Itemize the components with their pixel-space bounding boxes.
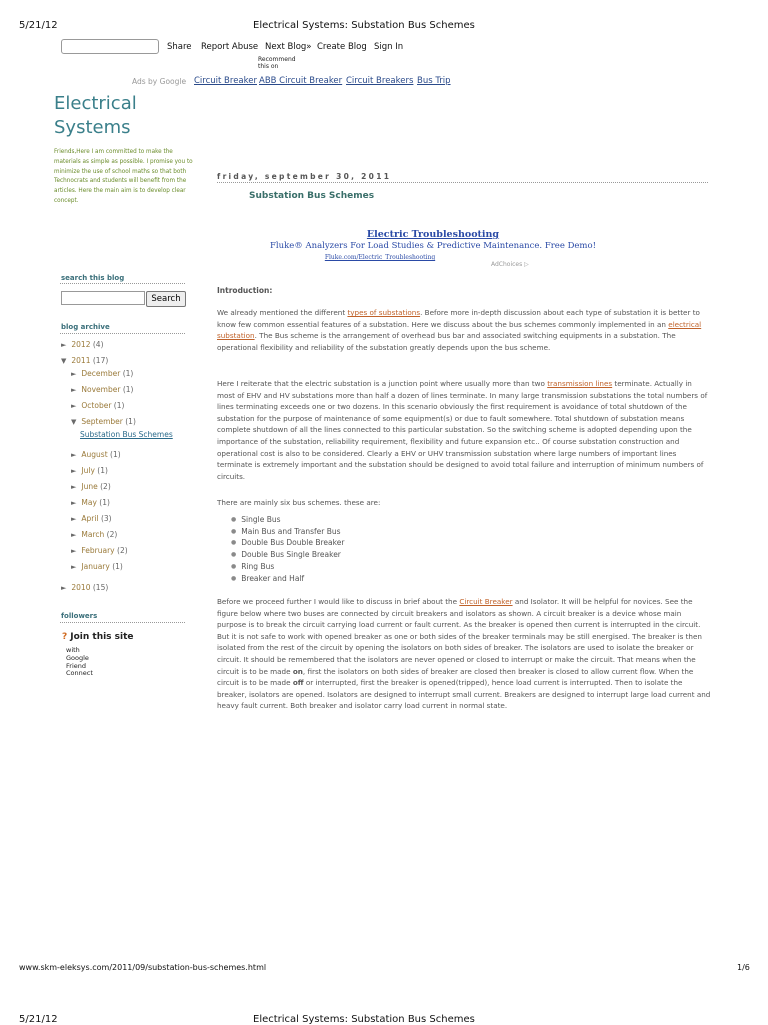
next-blog-link[interactable]: Next Blog» — [265, 42, 312, 52]
report-abuse-link[interactable]: Report Abuse — [201, 42, 259, 52]
recommend-label-2: this on — [258, 62, 279, 70]
archive-heading: blog archive — [61, 323, 110, 331]
recommend-label: Recommend — [258, 56, 296, 63]
electrical-substation-link[interactable]: electrical substation — [217, 319, 702, 341]
paragraph-1: We already mentioned the different types of substations. Before more in-depth discussion about each type of substation it is better to know few common essential features of a substation. Here we discuss about the bus schemes commonly implemented in an electrical substation. The Bus scheme is the arrangement of overhead bus bar and associated switching equipments in a substation. The operational flexibility and reliability of the substation greatly depends upon the bus scheme. — [217, 308, 702, 352]
join-this-site-button[interactable]: ? Join this site — [62, 632, 134, 642]
ad-link-circuit-breaker[interactable]: Circuit Breaker — [194, 76, 257, 86]
ads-by-google-label: Ads by Google — [132, 77, 187, 86]
post-date: friday, september 30, 2011 — [217, 172, 392, 181]
archive-item-august[interactable]: ► August (1) — [71, 450, 121, 459]
paragraph-4: Before we proceed further I would like to discuss in brief about the Circuit Breaker and Isolator. It will be helpful for novices. See the figure below where two buses are connected by circuit breakers and isolators as shown. A circuit breaker is a device whose main purpose is to break the circuit carrying load current or fault current. As the breaker is opened then current is interrupted in the circuit. But it is not safe to work with opened breaker as one or both sides of the breaker terminals may be still energised. The breaker is then isolated from the rest of the circuit by opening the isolators on both sides of breaker. The isolators are used to isolate the breaker or circuit. It should be remembered that the isolators are never opened or closed to interrupt or make the circuit. That means when the circuit is to be made on, first the isolators on both sides of breaker are closed then breaker is closed to allow current flow. When the circuit is to be made off or interrupted, first the breaker is opened(tripped), hence load current is interrupted. Then to isolate the breaker, isolators are opened. Isolators are designed to interrupt small current. Breakers are designed to interrupt large load current and heavy fault current. Both breaker and isolator carry load current in normal state. — [217, 597, 711, 711]
archive-item-december[interactable]: ► December (1) — [71, 369, 134, 378]
paragraph-2: Here I reiterate that the electric substation is a junction point where usually more than two transmission lines terminate. Actually in most of EHV and HV substations more than half a dozen of lines terminate. In many large transmission substations the total numbers of lines terminating exceeds one or two dozens. In this scenario obviously the first requirement is avoidance of total shutdown of the substation for the purpose of maintenance of some equipment(s) or due to fault somewhere. Total shutdown of substation means complete shutdown of all the lines connected to this particular substation. So the switching scheme is adopted depending upon the importance of the substation, reliability requirement, flexibility and future expansion etc.. Of course substation construction and operational cost is also to be considered. Clearly a EHV or UHV transmission substation where large numbers of important lines terminate is extremely important and the substation should be designed to avoid total failure and interruption of minimum numbers of circuits. — [217, 379, 708, 481]
collapsed-arrow-icon[interactable]: ► — [71, 483, 77, 491]
page-url: www.skm-eleksys.com/2011/09/substation-bus-schemes.html — [19, 963, 267, 972]
blog-title-line-2: Systems — [54, 117, 131, 138]
ad-link-circuit-breakers[interactable]: Circuit Breakers — [346, 76, 414, 86]
types-of-substations-link[interactable]: types of substations — [347, 308, 421, 317]
archive-item-2012[interactable]: ► 2012 (4) — [61, 340, 104, 349]
transmission-lines-link[interactable]: transmission lines — [547, 379, 613, 388]
sign-in-link[interactable]: Sign In — [374, 42, 404, 52]
archive-item-february[interactable]: ► February (2) — [71, 546, 128, 555]
blog-title[interactable] — [54, 92, 137, 140]
join-subtext: with Google Friend Connect — [66, 646, 93, 678]
print-title: Electrical Systems: Substation Bus Schemes — [253, 20, 475, 31]
blog-search-input[interactable] — [61, 291, 145, 305]
print-date-2: 5/21/12 — [19, 1014, 58, 1025]
circuit-breaker-link[interactable]: Circuit Breaker — [459, 597, 513, 606]
adchoices-link[interactable]: AdChoices ▷ — [491, 261, 529, 268]
expanded-arrow-icon[interactable]: ▼ — [61, 357, 67, 365]
print-title-2: Electrical Systems: Substation Bus Schemes — [253, 1014, 475, 1025]
archive-item-july[interactable]: ► July (1) — [71, 466, 108, 475]
ad-link-abb-circuit-breaker[interactable]: ABB Circuit Breaker — [259, 76, 343, 86]
intro-heading: Introduction: — [217, 286, 273, 295]
divider — [60, 333, 185, 334]
bullet-icon: ● — [231, 527, 237, 535]
collapsed-arrow-icon[interactable]: ► — [71, 451, 77, 459]
recommend-button[interactable] — [258, 57, 296, 70]
bus-schemes-list — [231, 514, 344, 584]
search-button[interactable]: Search — [146, 291, 186, 307]
collapsed-arrow-icon[interactable]: ► — [71, 370, 77, 378]
archive-item-october[interactable]: ► October (1) — [71, 401, 125, 410]
collapsed-arrow-icon[interactable]: ► — [71, 499, 77, 507]
list-item: ● Main Bus and Transfer Bus — [231, 526, 341, 536]
collapsed-arrow-icon[interactable]: ► — [61, 341, 67, 349]
page-number: 1/6 — [737, 963, 750, 972]
archive-item-may[interactable]: ► May (1) — [71, 498, 110, 507]
collapsed-arrow-icon[interactable]: ► — [71, 402, 77, 410]
bullet-icon: ● — [231, 516, 237, 523]
archive-item-march[interactable]: ► March (2) — [71, 530, 118, 539]
list-item: ● Double Bus Double Breaker — [231, 538, 345, 548]
collapsed-arrow-icon[interactable]: ► — [61, 584, 67, 592]
bullet-icon: ● — [231, 574, 237, 582]
expanded-arrow-icon[interactable]: ▼ — [71, 418, 77, 426]
list-item: ● Ring Bus — [231, 561, 275, 571]
ad-url-link[interactable]: Fluke.com/Electric_Troubleshooting — [324, 254, 436, 261]
ad-link-bus-trip[interactable]: Bus Trip — [417, 76, 451, 86]
share-link[interactable]: Share — [167, 42, 192, 52]
navbar-search-input[interactable] — [61, 39, 159, 54]
archive-item-september[interactable]: ▼ September (1) — [71, 417, 136, 426]
archive-item-2010[interactable]: ► 2010 (15) — [61, 583, 109, 592]
divider — [60, 283, 185, 284]
blog-description: Friends,Here I am committed to make the materials as simple as possible. I promise you to minimize the use of school maths so that both Technocrats and students will benefit from the articles. Here the main aim is to develop clear concept. — [54, 149, 193, 204]
divider — [217, 182, 708, 183]
archive-post-substation-bus-schemes[interactable]: Substation Bus Schemes — [80, 430, 173, 439]
blog-title-line-1: Electrical — [54, 93, 137, 114]
collapsed-arrow-icon[interactable]: ► — [71, 386, 77, 394]
collapsed-arrow-icon[interactable]: ► — [71, 467, 77, 475]
paragraph-3: There are mainly six bus schemes. these are: — [217, 498, 381, 507]
collapsed-arrow-icon[interactable]: ► — [71, 547, 77, 555]
post-title[interactable]: Substation Bus Schemes — [249, 191, 375, 201]
list-item: ● Double Bus Single Breaker — [231, 550, 341, 560]
collapsed-arrow-icon[interactable]: ► — [71, 563, 77, 571]
archive-item-november[interactable]: ► November (1) — [71, 385, 134, 394]
print-date: 5/21/12 — [19, 20, 58, 31]
followers-heading: followers — [61, 612, 98, 620]
bullet-icon: ● — [231, 562, 237, 570]
gfc-icon: ? — [62, 632, 68, 642]
archive-item-2011[interactable]: ▼ 2011 (17) — [61, 356, 109, 365]
divider — [60, 622, 185, 623]
archive-item-january[interactable]: ► January (1) — [71, 562, 123, 571]
archive-item-april[interactable]: ► April (3) — [71, 514, 112, 523]
bullet-icon: ● — [231, 539, 237, 547]
collapsed-arrow-icon[interactable]: ► — [71, 515, 77, 523]
bullet-icon: ● — [231, 551, 237, 559]
collapsed-arrow-icon[interactable]: ► — [71, 531, 77, 539]
ad-title-link[interactable]: Electric Troubleshooting — [366, 229, 500, 240]
list-item: ● Single Bus — [231, 515, 281, 524]
create-blog-link[interactable]: Create Blog — [317, 42, 367, 52]
list-item: ● Breaker and Half — [231, 573, 305, 583]
search-heading: search this blog — [61, 274, 125, 282]
ad-subtitle-link[interactable]: Fluke® Analyzers For Load Studies & Predictive Maintenance. Free Demo! — [269, 241, 597, 251]
archive-item-june[interactable]: ► June (2) — [71, 482, 111, 491]
